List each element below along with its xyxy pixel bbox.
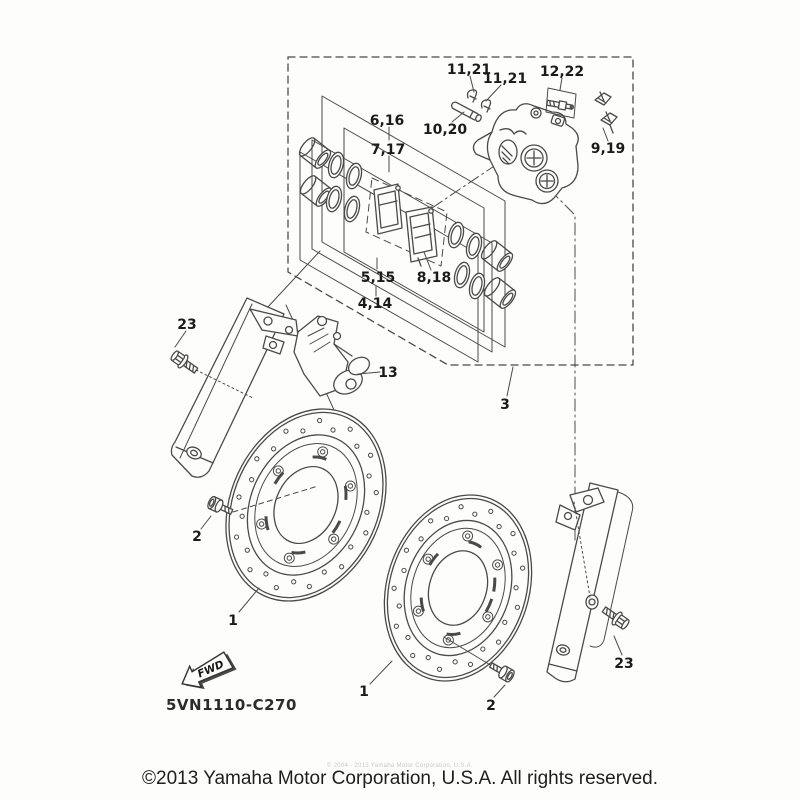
flange-bolt-23-right	[600, 603, 632, 631]
retaining-clips	[595, 92, 617, 133]
callout-11-21-b: 11,21	[482, 71, 528, 87]
callout-9-19: 9,19	[590, 141, 626, 157]
front-caliper-13	[294, 316, 372, 399]
callout-7-17: 7,17	[370, 142, 406, 158]
callout-2-right: 2	[486, 698, 496, 714]
callout-6-16: 6,16	[369, 113, 405, 129]
callout-12-22: 12,22	[539, 64, 585, 80]
piston	[482, 275, 518, 310]
seal-ring	[342, 195, 362, 224]
diagram-code: 5VN1110-C270	[166, 696, 297, 714]
callout-11-21-a: 11,21	[446, 62, 492, 78]
pad-pin-clip	[468, 90, 477, 102]
callout-10-20: 10,20	[422, 122, 468, 138]
copyright-text: ©2013 Yamaha Motor Corporation, U.S.A. All rights reserved.	[142, 768, 658, 789]
callout-3: 3	[500, 397, 510, 413]
caliper-piston-bore	[536, 170, 558, 192]
brake-pad	[406, 207, 437, 266]
callout-5-15: 5,15	[360, 270, 396, 286]
callout-4-14: 4,14	[357, 296, 393, 312]
callout-23-right: 23	[614, 656, 634, 672]
assembly-axis-lines	[426, 152, 575, 540]
caliper-piston-bore	[521, 145, 547, 171]
callout-23-left: 23	[177, 317, 197, 333]
callout-1-left: 1	[228, 613, 238, 629]
fwd-arrow	[177, 649, 239, 696]
brake-pad	[374, 184, 402, 234]
seal-ring	[452, 261, 472, 290]
right-fork-leg	[547, 483, 633, 682]
caliper-assembly	[473, 104, 578, 204]
brake-disc-right	[361, 476, 555, 701]
callout-8-18: 8,18	[416, 270, 452, 286]
callout-1-right: 1	[359, 684, 369, 700]
watermark-text: © 2004 - 2013 Yamaha Motor Corporation, U.S.A.	[326, 763, 474, 769]
brake-pads-group	[366, 178, 447, 266]
fwd-arrow-label: FWD	[195, 658, 226, 681]
pad-pin-clip	[482, 100, 491, 112]
callout-2-left: 2	[192, 529, 202, 545]
seal-ring	[344, 162, 364, 191]
callout-13: 13	[378, 365, 398, 381]
